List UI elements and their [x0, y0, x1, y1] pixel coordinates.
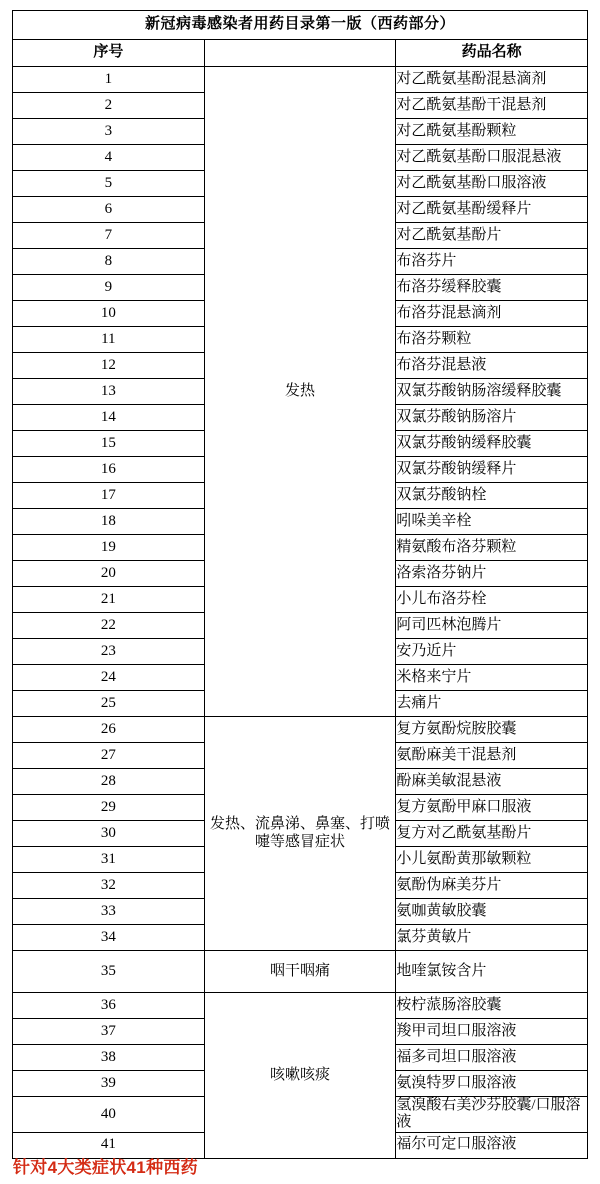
row-name: 布洛芬混悬滴剂	[396, 301, 588, 327]
title-row	[13, 11, 588, 40]
row-no: 12	[13, 353, 205, 379]
table-body	[13, 11, 588, 1159]
row-no: 6	[13, 197, 205, 223]
row-name: 福多司坦口服溶液	[396, 1045, 588, 1071]
row-no: 36	[13, 993, 205, 1019]
row-no: 11	[13, 327, 205, 353]
row-name: 氨酚伪麻美芬片	[396, 873, 588, 899]
row-no: 17	[13, 483, 205, 509]
row-no: 18	[13, 509, 205, 535]
row-name: 米格来宁片	[396, 665, 588, 691]
row-no: 1	[13, 67, 205, 93]
row-name: 小儿布洛芬栓	[396, 587, 588, 613]
row-no: 29	[13, 795, 205, 821]
row-name: 布洛芬混悬液	[396, 353, 588, 379]
row-name: 对乙酰氨基酚干混悬剂	[396, 93, 588, 119]
row-name: 地喹氯铵含片	[396, 951, 588, 993]
row-name: 小儿氨酚黄那敏颗粒	[396, 847, 588, 873]
column-header-no: 序号	[13, 40, 205, 67]
row-no: 27	[13, 743, 205, 769]
row-no: 41	[13, 1132, 205, 1158]
row-no: 20	[13, 561, 205, 587]
row-name: 酚麻美敏混悬液	[396, 769, 588, 795]
table-row	[13, 951, 588, 993]
page-title: 新冠病毒感染者用药目录第一版（西药部分）	[13, 11, 588, 40]
row-no: 19	[13, 535, 205, 561]
row-no: 9	[13, 275, 205, 301]
row-name: 氨酚麻美干混悬剂	[396, 743, 588, 769]
row-name: 对乙酰氨基酚缓释片	[396, 197, 588, 223]
row-name: 洛索洛芬钠片	[396, 561, 588, 587]
row-no: 35	[13, 951, 205, 993]
row-name: 阿司匹林泡腾片	[396, 613, 588, 639]
row-no: 15	[13, 431, 205, 457]
row-no: 23	[13, 639, 205, 665]
row-no: 7	[13, 223, 205, 249]
row-no: 38	[13, 1045, 205, 1071]
row-name: 双氯芬酸钠肠溶片	[396, 405, 588, 431]
row-no: 3	[13, 119, 205, 145]
table-row	[13, 67, 588, 93]
row-no: 40	[13, 1097, 205, 1133]
row-name: 对乙酰氨基酚片	[396, 223, 588, 249]
row-name: 布洛芬颗粒	[396, 327, 588, 353]
row-name: 复方对乙酰氨基酚片	[396, 821, 588, 847]
row-category: 发热、流鼻涕、鼻塞、打喷嚏等感冒症状	[204, 717, 396, 951]
row-no: 10	[13, 301, 205, 327]
row-name: 对乙酰氨基酚口服混悬液	[396, 145, 588, 171]
column-header-name: 药品名称	[396, 40, 588, 67]
row-no: 30	[13, 821, 205, 847]
row-name: 去痛片	[396, 691, 588, 717]
row-category: 咽干咽痛	[204, 951, 396, 993]
row-no: 26	[13, 717, 205, 743]
row-name: 双氯芬酸钠缓释片	[396, 457, 588, 483]
row-name: 布洛芬缓释胶囊	[396, 275, 588, 301]
row-no: 13	[13, 379, 205, 405]
row-name: 氯芬黄敏片	[396, 925, 588, 951]
row-name: 精氨酸布洛芬颗粒	[396, 535, 588, 561]
row-name: 氢溴酸右美沙芬胶囊/口服溶液	[396, 1097, 588, 1133]
table-row	[13, 993, 588, 1019]
row-category: 发热	[204, 67, 396, 717]
row-no: 4	[13, 145, 205, 171]
row-no: 32	[13, 873, 205, 899]
footnote: 针对4大类症状41种西药	[13, 1158, 198, 1177]
row-category: 咳嗽咳痰	[204, 993, 396, 1159]
row-name: 对乙酰氨基酚颗粒	[396, 119, 588, 145]
row-no: 5	[13, 171, 205, 197]
column-header-category	[204, 40, 396, 67]
row-no: 39	[13, 1071, 205, 1097]
row-name: 桉柠蒎肠溶胶囊	[396, 993, 588, 1019]
row-name: 复方氨酚烷胺胶囊	[396, 717, 588, 743]
row-name: 双氯芬酸钠栓	[396, 483, 588, 509]
row-no: 28	[13, 769, 205, 795]
row-name: 氨溴特罗口服溶液	[396, 1071, 588, 1097]
row-no: 33	[13, 899, 205, 925]
row-name: 福尔可定口服溶液	[396, 1132, 588, 1158]
row-name: 吲哚美辛栓	[396, 509, 588, 535]
row-name: 布洛芬片	[396, 249, 588, 275]
row-name: 安乃近片	[396, 639, 588, 665]
row-name: 氨咖黄敏胶囊	[396, 899, 588, 925]
row-name: 双氯芬酸钠肠溶缓释胶囊	[396, 379, 588, 405]
row-name: 双氯芬酸钠缓释胶囊	[396, 431, 588, 457]
row-no: 31	[13, 847, 205, 873]
row-no: 8	[13, 249, 205, 275]
row-name: 对乙酰氨基酚混悬滴剂	[396, 67, 588, 93]
row-name: 羧甲司坦口服溶液	[396, 1019, 588, 1045]
row-no: 37	[13, 1019, 205, 1045]
row-no: 25	[13, 691, 205, 717]
row-name: 对乙酰氨基酚口服溶液	[396, 171, 588, 197]
header-row	[13, 40, 588, 67]
row-no: 2	[13, 93, 205, 119]
row-no: 24	[13, 665, 205, 691]
row-no: 22	[13, 613, 205, 639]
table-row	[13, 717, 588, 743]
row-no: 21	[13, 587, 205, 613]
row-no: 34	[13, 925, 205, 951]
row-no: 16	[13, 457, 205, 483]
drug-catalog-table	[12, 10, 588, 1159]
row-no: 14	[13, 405, 205, 431]
row-name: 复方氨酚甲麻口服液	[396, 795, 588, 821]
